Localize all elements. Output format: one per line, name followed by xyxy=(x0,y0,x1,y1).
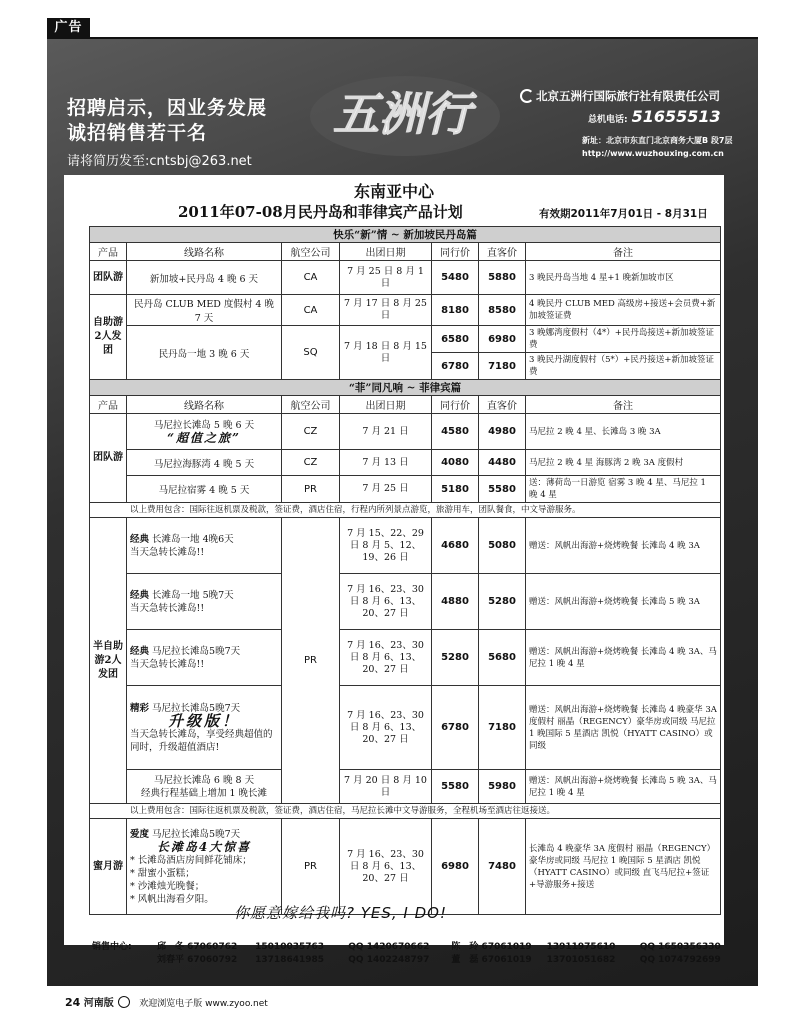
route-name: 民丹岛 CLUB MED 度假村 4 晚 7 天 xyxy=(127,295,282,326)
recruit-line-1: 招聘启示，因业务发展 xyxy=(67,97,268,119)
departure-dates: 7 月 25 日 xyxy=(340,476,432,503)
remarks: 马尼拉 2 晚 4 星 海豚湾 2 晚 3A 度假村 xyxy=(526,450,721,476)
retail-price: 5980 xyxy=(479,770,526,804)
peer-price: 4880 xyxy=(432,574,479,630)
departure-dates: 7 月 25 日 8 月 1 日 xyxy=(340,261,432,295)
remarks: 赠送：风帆出海游+烧烤晚餐 长滩岛 5 晚 3A xyxy=(526,574,721,630)
route-tag: 精彩 xyxy=(130,702,150,714)
peer-price: 5580 xyxy=(432,770,479,804)
recruit-email: 请将简历发至:cntsbj@263.net xyxy=(67,154,252,169)
page-title: 东南亚中心 xyxy=(353,182,434,201)
col-header: 直客价 xyxy=(479,243,526,261)
section-title: 快乐“新”情 ~ 新加坡民丹岛篇 xyxy=(90,227,721,243)
table-row xyxy=(90,770,721,804)
retail-price: 4480 xyxy=(479,450,526,476)
table-header-row xyxy=(90,396,721,414)
bullet-text: 甜蜜小蛋糕； xyxy=(137,867,195,879)
airline: PR xyxy=(282,476,340,503)
remarks: 3 晚民丹岛当地 4 星+1 晚新加坡市区 xyxy=(526,261,721,295)
peer-price: 4580 xyxy=(432,414,479,450)
contact-name-phone: 刘春平 67060792 xyxy=(157,955,238,965)
brand-logo xyxy=(305,66,500,166)
airline: CZ xyxy=(282,414,340,450)
departure-dates: 7 月 17 日 8 月 25 日 xyxy=(340,295,432,326)
route-title: 马尼拉长滩岛5晚7天 xyxy=(152,645,241,657)
recruit-line-2: 诚招销售若干名 xyxy=(67,122,208,144)
remarks: 马尼拉 2 晚 4 星、长滩岛 3 晚 3A xyxy=(526,414,721,450)
retail-price: 5080 xyxy=(479,518,526,574)
company-name-text: 北京五洲行国际旅行社有限责任公司 xyxy=(536,89,720,103)
table-row xyxy=(90,574,721,630)
remarks: 赠送：风帆出海游+烧烤晚餐 长滩岛 4 晚 3A xyxy=(526,518,721,574)
airline: CA xyxy=(282,295,340,326)
route-slogan: 升级版！ xyxy=(167,711,240,730)
logo-text: 五洲行 xyxy=(333,87,471,141)
remarks: 赠送：风帆出海游+烧烤晚餐 长滩岛 4 晚豪华 3A 度假村 丽晶（REGENCY）豪华房或同级 马尼拉 1 晚国际 5 星酒店 凯悦（HYATT CASINO）或同级 xyxy=(526,686,721,770)
route-name: 新加坡+民丹岛 4 晚 6 天 xyxy=(127,261,282,295)
retail-price: 5880 xyxy=(479,261,526,295)
peer-price: 4680 xyxy=(432,518,479,574)
remarks: 送：薄荷岛一日游览 宿雾 3 晚 4 星、马尼拉 1 晚 4 星 xyxy=(526,476,721,503)
route-sub: 当天急转长滩岛!! xyxy=(130,546,205,558)
site-link[interactable]: 欢迎浏览电子版 www.zyoo.net xyxy=(139,999,268,1009)
page-footer xyxy=(65,994,268,1009)
col-header: 线路名称 xyxy=(127,396,282,414)
contact-mobile: 13911975610 xyxy=(546,942,616,952)
phone-label: 总机电话: xyxy=(588,115,628,125)
retail-price: 6980 xyxy=(479,326,526,353)
route-slogan: 长滩岛4大惊喜 xyxy=(156,839,252,854)
ad-tag: 广告 xyxy=(47,18,90,37)
peer-price: 5180 xyxy=(432,476,479,503)
route-sub: 经典行程基础上增加 1 晚长滩 xyxy=(140,787,268,799)
route-name xyxy=(127,819,282,915)
retail-price: 7180 xyxy=(479,686,526,770)
peer-price: 6980 xyxy=(432,819,479,915)
route-name xyxy=(127,630,282,686)
route-title: 马尼拉长滩岛 6 晚 8 天 xyxy=(153,774,255,786)
table-row xyxy=(90,686,721,770)
route-tag: 爱度 xyxy=(130,828,150,840)
retail-price: 5580 xyxy=(479,476,526,503)
section-title: “菲”同凡响 ~ 菲律宾篇 xyxy=(90,380,721,396)
col-header: 备注 xyxy=(526,396,721,414)
peer-price: 5480 xyxy=(432,261,479,295)
website-link[interactable]: http://www.wuzhouxing.com.cn xyxy=(582,149,724,158)
route-name: 民丹岛一地 3 晚 6 天 xyxy=(127,326,282,380)
product-type: 蜜月游 xyxy=(90,819,127,915)
product-type: 团队游 xyxy=(90,261,127,295)
address xyxy=(582,134,732,160)
peer-price: 8180 xyxy=(432,295,479,326)
fee-row xyxy=(90,804,721,819)
table-row xyxy=(90,326,721,353)
contact-qq: QQ 1402248797 xyxy=(348,955,430,965)
route-name xyxy=(127,770,282,804)
col-header: 直客价 xyxy=(479,396,526,414)
route-sub: 当天急转长滩岛!! xyxy=(130,658,205,670)
contact-mobile: 13718641985 xyxy=(255,955,325,965)
table-row xyxy=(90,518,721,574)
departure-dates: 7 月 16、23、30 日 8 月 6、13、20、27 日 xyxy=(340,686,432,770)
airline: PR xyxy=(282,819,340,915)
remarks: 赠送：风帆出海游+烧烤晚餐 长滩岛 5 晚 3A、马尼拉 1 晚 4 星 xyxy=(526,770,721,804)
col-header: 产品 xyxy=(90,243,127,261)
retail-price: 8580 xyxy=(479,295,526,326)
table-row xyxy=(90,450,721,476)
address-text: 新址：北京市东直门北京商务大厦B 段7层 xyxy=(582,136,733,145)
departure-dates: 7 月 20 日 8 月 10 日 xyxy=(340,770,432,804)
product-type: 团队游 xyxy=(90,414,127,503)
bullet: * 甜蜜小蛋糕； xyxy=(130,867,195,879)
departure-dates: 7 月 18 日 8 月 15 日 xyxy=(340,326,432,380)
airline: CA xyxy=(282,261,340,295)
departure-dates: 7 月 13 日 xyxy=(340,450,432,476)
col-header: 航空公司 xyxy=(282,396,340,414)
route-sub: 当天急转长滩岛!! xyxy=(130,602,205,614)
product-type: 自助游2人发团 xyxy=(90,295,127,380)
bullet-text: 风帆出海看夕阳。 xyxy=(137,893,214,905)
phone-number: 51655513 xyxy=(631,107,721,126)
route-name xyxy=(127,686,282,770)
route-name: 马尼拉宿雾 4 晚 5 天 xyxy=(127,476,282,503)
bullet-text: 长滩岛酒店房间鲜花铺床； xyxy=(137,854,252,866)
route-tag: 经典 xyxy=(130,589,150,601)
retail-price: 7180 xyxy=(479,353,526,380)
col-header: 出团日期 xyxy=(340,396,432,414)
fee-note: 以上费用包含：国际往返机票及税款，签证费，酒店住宿，行程内所列景点游览，旅游用车，团队餐食，中文导游服务。 xyxy=(90,503,721,518)
product-sheet xyxy=(64,175,724,965)
retail-price: 7480 xyxy=(479,819,526,915)
table-row xyxy=(90,414,721,450)
remarks: 3 晚娜湾度假村（4*）+民丹岛接送+新加坡签证费 xyxy=(526,326,721,353)
peer-price: 6780 xyxy=(432,353,479,380)
route-title: 长滩岛一地 5晚7天 xyxy=(152,589,234,601)
departure-dates: 7 月 15、22、29 日 8 月 5、12、19、26 日 xyxy=(340,518,432,574)
edition: 河南版 xyxy=(83,998,114,1009)
route-slogan: “超值之旅” xyxy=(167,430,241,445)
remarks: 3 晚民丹湖度假村（5*）+民丹接送+新加坡签证费 xyxy=(526,353,721,380)
route-name xyxy=(127,414,282,450)
col-header: 备注 xyxy=(526,243,721,261)
handwriting: 你愿意嫁给我吗? YES, I DO! xyxy=(234,904,447,922)
departure-dates: 7 月 21 日 xyxy=(340,414,432,450)
table-header-row xyxy=(90,243,721,261)
departure-dates: 7 月 16、23、30 日 8 月 6、13、20、27 日 xyxy=(340,630,432,686)
phone xyxy=(588,107,721,126)
sales-label: 销售中心: xyxy=(92,942,132,952)
page-number: 24 xyxy=(65,996,81,1009)
product-table xyxy=(89,226,721,915)
section-header xyxy=(90,380,721,396)
peer-price: 5280 xyxy=(432,630,479,686)
route-name xyxy=(127,574,282,630)
col-header: 线路名称 xyxy=(127,243,282,261)
col-header: 产品 xyxy=(90,396,127,414)
route-name: 马尼拉海豚湾 4 晚 5 天 xyxy=(127,450,282,476)
peer-price: 6580 xyxy=(432,326,479,353)
peer-price: 6780 xyxy=(432,686,479,770)
remarks: 4 晚民丹 CLUB MED 高级房+接送+会员费+新加坡签证费 xyxy=(526,295,721,326)
remarks: 赠送：风帆出海游+烧烤晚餐 长滩岛 4 晚 3A、马尼拉 1 晚 4 星 xyxy=(526,630,721,686)
retail-price: 4980 xyxy=(479,414,526,450)
contact-mobile: 13701051682 xyxy=(546,955,616,965)
table-row xyxy=(90,476,721,503)
airline: SQ xyxy=(282,326,340,380)
peer-price: 4080 xyxy=(432,450,479,476)
col-header: 同行价 xyxy=(432,396,479,414)
company-logo-icon xyxy=(520,89,534,103)
remarks: 长滩岛 4 晚豪华 3A 度假村 丽晶（REGENCY）豪华房或同级 马尼拉 1 晚国际 5 星酒店 凯悦（HYATT CASINO）或同级 直飞马尼拉+签证+导游服务+接送 xyxy=(526,819,721,915)
contact-row xyxy=(157,954,721,966)
airline: CZ xyxy=(282,450,340,476)
contact-name-phone: 董 磊 67061019 xyxy=(451,955,532,965)
table-row xyxy=(90,819,721,915)
route-tag: 经典 xyxy=(130,533,150,545)
page-subtitle: 2011年07-08月民丹岛和菲律宾产品计划 xyxy=(178,203,463,221)
fee-note: 以上费用包含：国际往返机票及税款，签证费，酒店住宿，马尼拉长滩中文导游服务，全程机场至酒店往返接送。 xyxy=(90,804,721,819)
col-header: 出团日期 xyxy=(340,243,432,261)
contact-name-phone: 邱 冬 67060762 xyxy=(157,942,238,952)
route-title: 长滩岛一地 4晚6天 xyxy=(152,533,234,545)
contact-name-phone: 陈 玲 67061019 xyxy=(451,942,532,952)
section-header xyxy=(90,227,721,243)
contact-mobile: 15010035763 xyxy=(255,942,325,952)
bullet: * 沙滩烛光晚餐； xyxy=(130,880,205,892)
route-name xyxy=(127,518,282,574)
table-row xyxy=(90,630,721,686)
route-title: 马尼拉长滩岛 5 晚 6 天 xyxy=(153,419,255,431)
contact-qq: QQ 1650356330 xyxy=(639,942,721,952)
retail-price: 5680 xyxy=(479,630,526,686)
bullet-text: 沙滩烛光晚餐； xyxy=(137,880,205,892)
contact-qq: QQ 1074792699 xyxy=(639,955,721,965)
validity: 有效期2011年7月01日 - 8月31日 xyxy=(539,208,708,220)
site-logo-icon xyxy=(118,996,130,1008)
departure-dates: 7 月 16、23、30 日 8 月 6、13、20、27 日 xyxy=(340,819,432,915)
table-row xyxy=(90,295,721,326)
bullet: * 长滩岛酒店房间鲜花铺床； xyxy=(130,854,252,866)
route-title: 马尼拉长滩岛5晚7天 xyxy=(152,828,241,840)
col-header: 航空公司 xyxy=(282,243,340,261)
company-name xyxy=(520,88,720,104)
airline: PR xyxy=(282,518,340,804)
route-title: 马尼拉长滩岛5晚7天 xyxy=(152,702,241,714)
route-sub: 当天急转长滩岛，享受经典超值的同时，升级超值酒店! xyxy=(130,728,273,753)
contact-row xyxy=(157,941,721,953)
product-type: 半自助游2人发团 xyxy=(90,518,127,804)
departure-dates: 7 月 16、23、30 日 8 月 6、13、20、27 日 xyxy=(340,574,432,630)
route-tag: 经典 xyxy=(130,645,150,657)
contact-qq: QQ 1420670662 xyxy=(348,942,430,952)
retail-price: 5280 xyxy=(479,574,526,630)
table-row xyxy=(90,261,721,295)
bullet: * 风帆出海看夕阳。 xyxy=(130,893,214,905)
recruit-notice xyxy=(67,96,267,146)
col-header: 同行价 xyxy=(432,243,479,261)
fee-row xyxy=(90,503,721,518)
